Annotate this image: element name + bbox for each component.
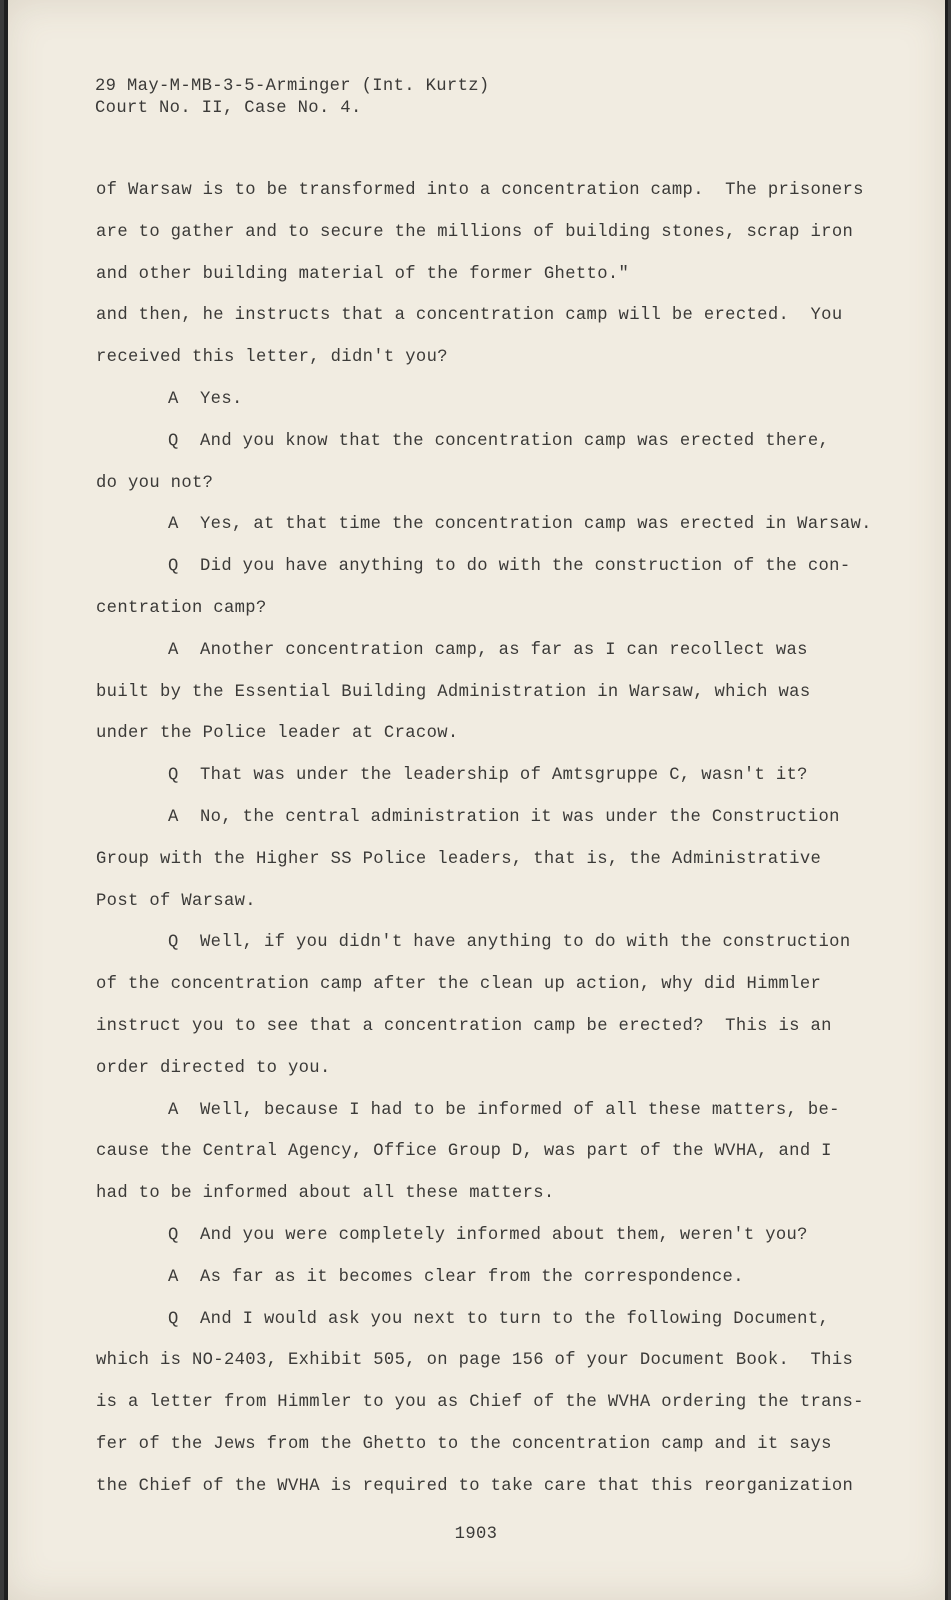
- text-line: received this letter, didn't you?: [96, 348, 448, 368]
- answer-line: A As far as it becomes clear from the correspondence.: [168, 1267, 744, 1287]
- question-line: Q Did you have anything to do with the construction of the con-: [168, 557, 851, 577]
- answer-line: A Another concentration camp, as far as I can recollect was: [168, 640, 808, 660]
- text-line: had to be informed about all these matters.: [96, 1184, 555, 1204]
- question-line: Q Well, if you didn't have anything to do with the construction: [168, 933, 851, 953]
- scan-edge-left: [4, 0, 8, 1600]
- text-line: is a letter from Himmler to you as Chief of the WVHA ordering the trans-: [96, 1393, 864, 1413]
- text-line: and then, he instructs that a concentration camp will be erected. You: [96, 306, 843, 326]
- text-line: Post of Warsaw.: [96, 891, 256, 911]
- text-line: order directed to you.: [96, 1058, 331, 1078]
- page-number: 1903: [454, 1525, 498, 1544]
- answer-line: A Well, because I had to be informed of all these matters, be-: [168, 1100, 840, 1120]
- text-line: do you not?: [96, 473, 214, 493]
- answer-line: A Yes, at that time the concentration camp was erected in Warsaw.: [168, 515, 872, 535]
- text-line: and other building material of the former Ghetto.": [96, 264, 630, 284]
- text-line: centration camp?: [96, 598, 267, 618]
- text-line: built by the Essential Building Administration in Warsaw, which was: [96, 682, 811, 702]
- question-line: Q And I would ask you next to turn to the following Document,: [168, 1309, 830, 1329]
- answer-line: A No, the central administration it was under the Construction: [168, 807, 840, 827]
- text-line: the Chief of the WVHA is required to take care that this reorganization: [96, 1476, 854, 1496]
- question-line: Q And you were completely informed about them, weren't you?: [168, 1225, 808, 1245]
- question-line: Q And you know that the concentration camp was erected there,: [168, 431, 830, 451]
- text-line: instruct you to see that a concentration camp be erected? This is an: [96, 1016, 832, 1036]
- text-line: which is NO-2403, Exhibit 505, on page 156 of your Document Book. This: [96, 1351, 854, 1371]
- document-page: [4, 0, 948, 1600]
- text-line: of Warsaw is to be transformed into a concentration camp. The prisoners: [96, 181, 864, 200]
- text-line: are to gather and to secure the millions of building stones, scrap iron: [96, 222, 854, 242]
- text-line: Group with the Higher SS Police leaders, that is, the Administrative: [96, 849, 822, 869]
- scan-edge-right: [945, 0, 948, 1600]
- header-line-1: 29 May-M-MB-3-5-Arminger (Int. Kurtz): [95, 77, 490, 96]
- answer-line: A Yes.: [168, 389, 243, 409]
- transcript-header: [95, 76, 490, 120]
- header-line-2: Court No. II, Case No. 4.: [95, 99, 362, 118]
- text-line: cause the Central Agency, Office Group D, was part of the WVHA, and I: [96, 1142, 832, 1162]
- question-line: Q That was under the leadership of Amtsgruppe C, wasn't it?: [168, 766, 808, 786]
- text-line: under the Police leader at Cracow.: [96, 724, 459, 744]
- transcript-body: [96, 178, 872, 1516]
- text-line: fer of the Jews from the Ghetto to the concentration camp and it says: [96, 1434, 832, 1454]
- text-line: of the concentration camp after the clean up action, why did Himmler: [96, 975, 822, 995]
